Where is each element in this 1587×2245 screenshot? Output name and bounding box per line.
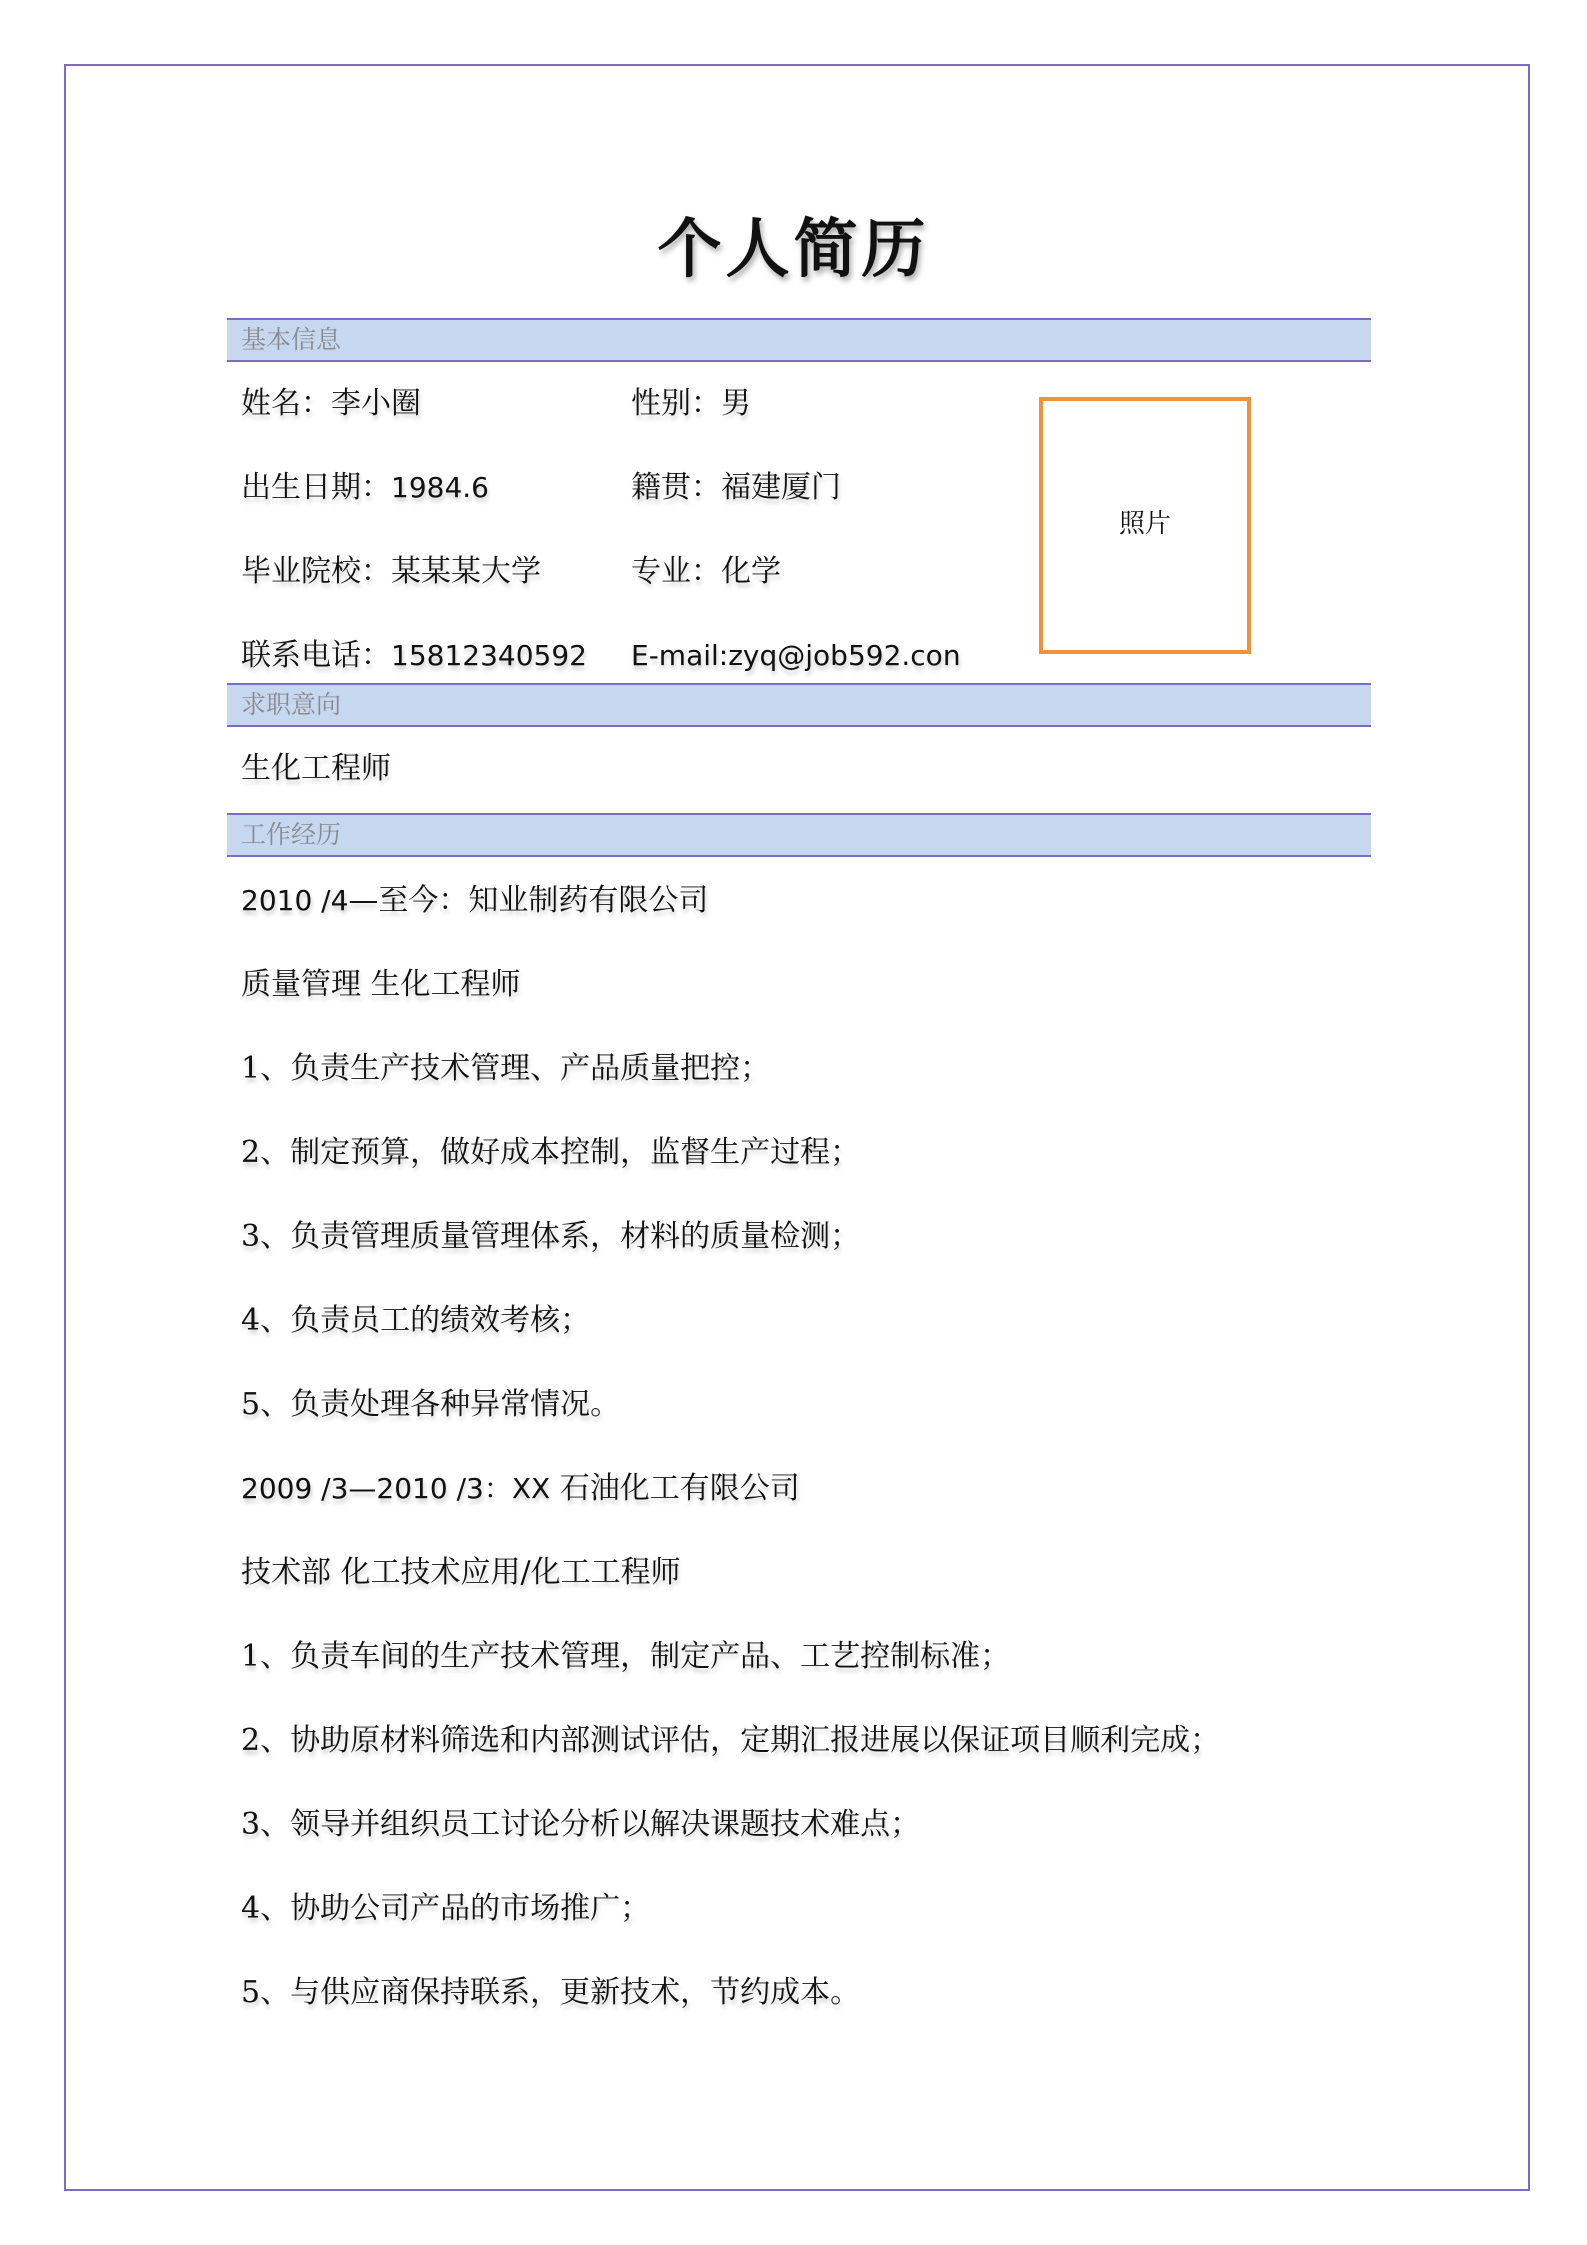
job-duty: 1、负责生产技术管理、产品质量把控；: [241, 1051, 771, 1086]
birth-row: [241, 468, 489, 508]
birth-value: 1984.6: [391, 471, 489, 504]
job-role: 质量管理 生化工程师: [241, 967, 521, 1002]
job-duty: 2、协助原材料筛选和内部测试评估，定期汇报进展以保证项目顺利完成；: [241, 1723, 1221, 1758]
job-duty: 5、与供应商保持联系，更新技术，节约成本。: [241, 1975, 861, 2010]
phone-row: [241, 636, 587, 676]
name-value: 李小圈: [331, 386, 421, 421]
native-row: [631, 468, 841, 508]
major-value: 化学: [721, 554, 781, 589]
section-work-experience: 工作经历: [227, 813, 1371, 857]
photo-placeholder: [1039, 397, 1251, 654]
job-duty: 4、协助公司产品的市场推广；: [241, 1891, 651, 1926]
job-duty: 5、负责处理各种异常情况。: [241, 1387, 621, 1422]
job-period: [241, 1469, 800, 1509]
resume-title: 个人简历: [657, 212, 930, 287]
gender-label: 性别：: [631, 386, 721, 421]
job-period: [241, 881, 708, 921]
job-duty: 3、负责管理质量管理体系，材料的质量检测；: [241, 1219, 861, 1254]
job-period-separator: —至今：: [348, 883, 469, 918]
major-label: 专业：: [631, 554, 721, 589]
job-company: 石油化工有限公司: [550, 1471, 800, 1506]
name-row: [241, 384, 421, 424]
gender-value: 男: [721, 386, 751, 421]
job-intent-value: 生化工程师: [241, 751, 391, 786]
section-basic-info: 基本信息: [227, 318, 1371, 362]
job-period-dates: 2009 /3—2010 /3：XX: [241, 1472, 551, 1505]
school-row: [241, 552, 541, 592]
phone-value: 15812340592: [391, 639, 587, 672]
native-label: 籍贯：: [631, 470, 721, 505]
section-job-intent: 求职意向: [227, 683, 1371, 727]
school-value: 某某某大学: [391, 554, 541, 589]
name-label: 姓名：: [241, 386, 331, 421]
job-duty: 3、领导并组织员工讨论分析以解决课题技术难点；: [241, 1807, 921, 1842]
major-row: [631, 552, 781, 592]
job-duty: 2、制定预算，做好成本控制，监督生产过程；: [241, 1135, 861, 1170]
job-duty: 1、负责车间的生产技术管理，制定产品、工艺控制标准；: [241, 1639, 1011, 1674]
phone-label: 联系电话：: [241, 638, 391, 673]
photo-label: 照片: [1118, 509, 1171, 539]
gender-row: [631, 384, 751, 424]
birth-label: 出生日期：: [241, 470, 391, 505]
job-company: 知业制药有限公司: [468, 883, 709, 918]
job-duty: 4、负责员工的绩效考核；: [241, 1303, 591, 1338]
job-role: 技术部 化工技术应用/化工工程师: [241, 1555, 681, 1590]
email-value: E-mail:zyq@job592.con: [631, 639, 961, 672]
school-label: 毕业院校：: [241, 554, 391, 589]
job-period-dates: 2010 /4: [241, 884, 349, 917]
native-value: 福建厦门: [721, 470, 841, 505]
